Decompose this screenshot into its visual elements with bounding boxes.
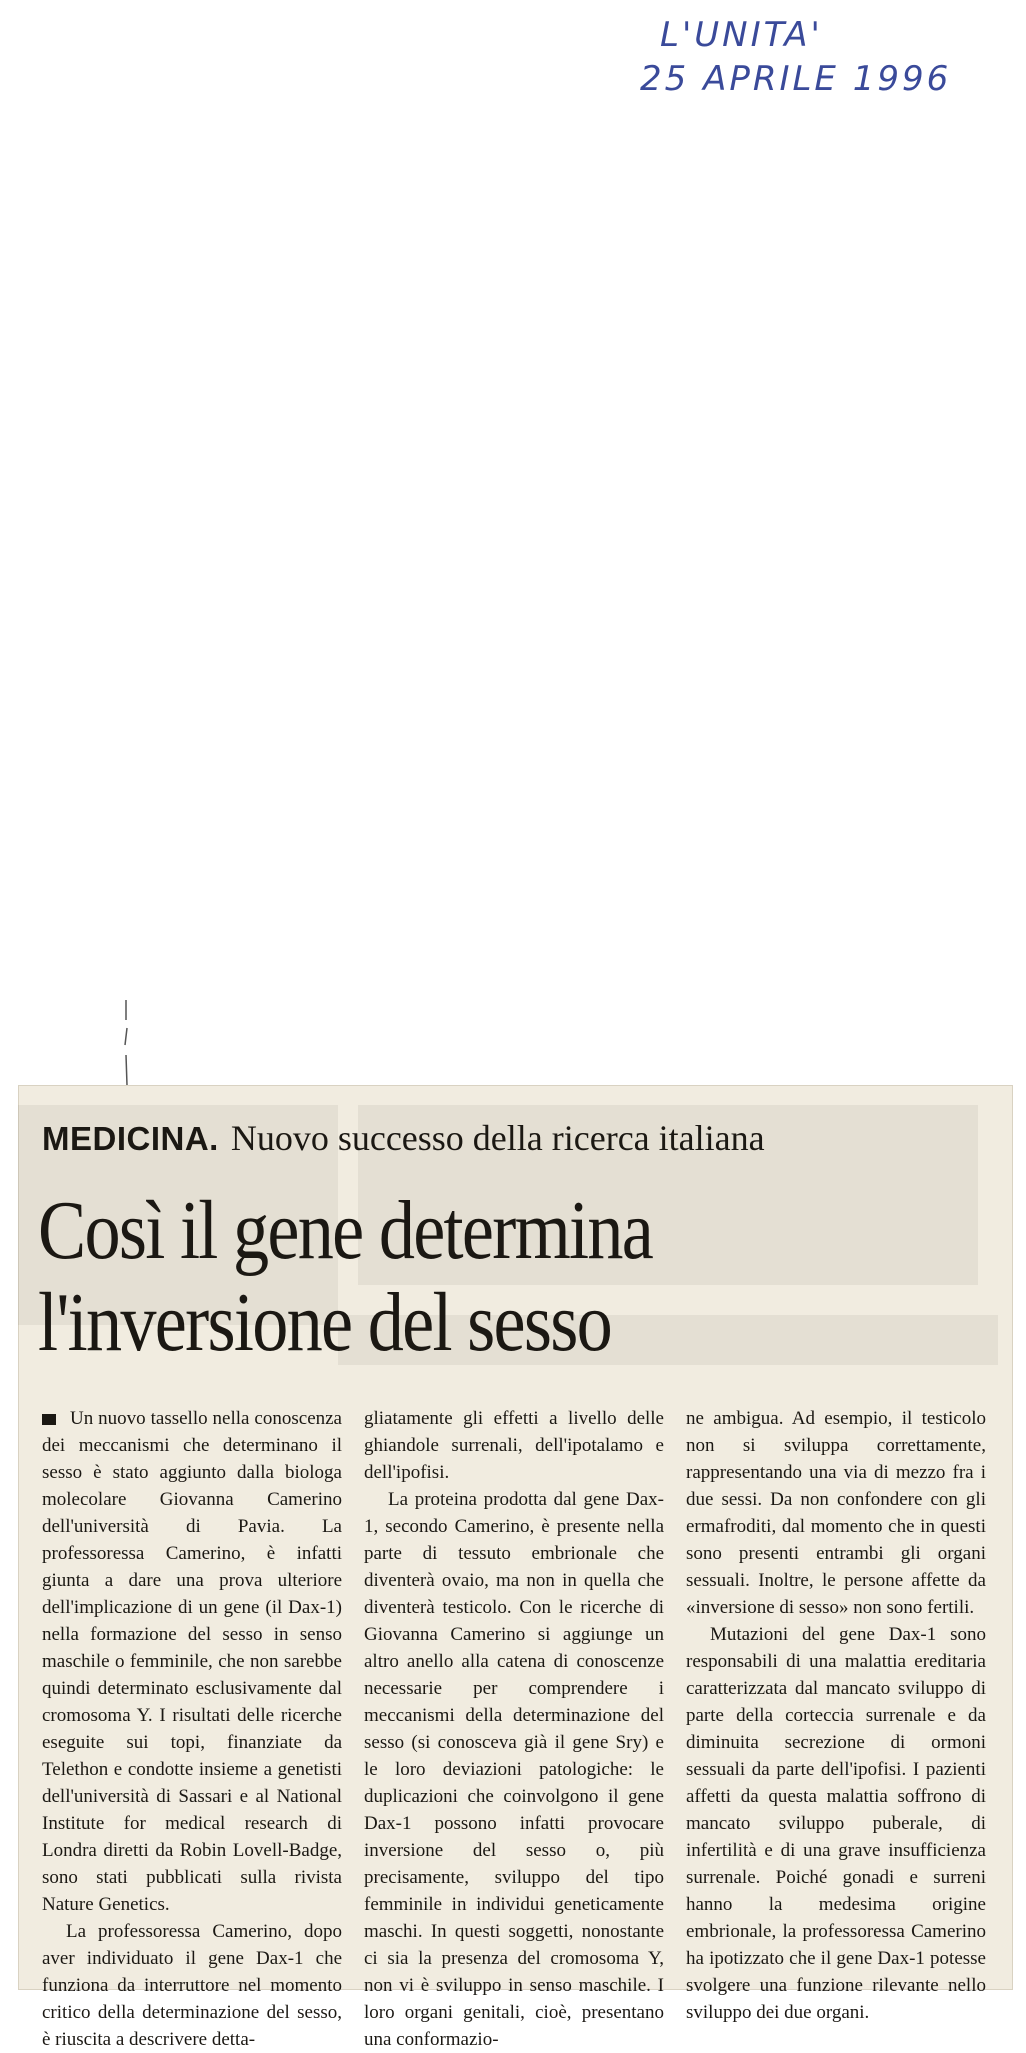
- article-kicker: [42, 1117, 765, 1159]
- column-1: [42, 1405, 342, 2053]
- bullet-square-icon: [42, 1414, 56, 1425]
- section-label: MEDICINA.: [42, 1120, 219, 1157]
- article-subtitle: Nuovo successo della ricerca italiana: [230, 1118, 765, 1158]
- handwritten-newspaper-name: L'UNITA': [660, 15, 823, 55]
- scan-mark: [120, 1000, 132, 1085]
- article-headline: [38, 1185, 938, 1369]
- paragraph: La professoressa Camerino, dopo aver individuato il gene Dax-1 che funziona da interruttore nel momento critico della determinazione del sesso, è riuscita a descrivere detta-: [42, 1921, 342, 2050]
- paragraph: La proteina prodotta dal gene Dax-1, secondo Camerino, è presente nella parte di tessuto embrionale che diventerà ovaio, ma non in quella che diventerà testicolo. Con le ricerche di Giovanna Camerino si aggiunge un altro anello alla catena di conoscenze necessarie per comprendere i meccanismi della determinazione del sesso (si conosceva già il gene Sry) e le loro deviazioni patologiche: le duplicazioni che coinvolgono il gene Dax-1 possono infatti provocare inversione del sesso o, più precisamente, sviluppo del tipo femminile in individui geneticamente maschi. In questi soggetti, nonostante ci sia la presenza del cromosoma Y, non vi è sviluppo in senso maschile. I loro organi genitali, cioè, presentano una conformazio-: [364, 1489, 664, 2050]
- handwritten-annotation: [640, 10, 970, 100]
- headline-line-2: l'inversione del sesso: [38, 1276, 612, 1369]
- headline-line-1: Così il gene determina: [38, 1184, 653, 1277]
- paragraph: ne ambigua. Ad esempio, il testicolo non si sviluppa correttamente, rappresentando una via di mezzo fra i due sessi. Da non confondere con gli ermafroditi, dal momento che in questi sono presenti entrambi gli organi sessuali. Inoltre, le persone affette da «inversione di sesso» non sono fertili.: [686, 1408, 986, 1618]
- newspaper-clipping: [18, 1085, 1013, 2050]
- column-2: [364, 1405, 664, 2053]
- paragraph: Mutazioni del gene Dax-1 sono responsabili di una malattia ereditaria caratterizzata dal mancato sviluppo di parte della corteccia surrenale e da diminuita secrezione di ormoni sessuali da parte dell'ipofisi. I pazienti affetti da questa malattia soffrono di mancato sviluppo puberale, di infertilità e di una grave insufficienza surrenale. Poiché gonadi e surreni hanno la medesima origine embrionale, la professoressa Camerino ha ipotizzato che il gene Dax-1 potesse svolgere una funzione rilevante nello sviluppo dei due organi.: [686, 1624, 986, 2023]
- paragraph-text: Un nuovo tassello nella conoscenza dei meccanismi che determinano il sesso è stato aggiunto dalla biologa molecolare Giovanna Camerino dell'università di Pavia. La professoressa Camerino, è infatti giunta a dare una prova ulteriore dell'implicazione di un gene (il Dax-1) nella formazione del sesso in senso maschile o femminile, che non sarebbe quindi determinato esclusivamente dal cromosoma Y. I risultati delle ricerche eseguite sui topi, finanziate da Telethon e condotte insieme a genetisti dell'università di Sassari e al National Institute for medical research di Londra diretti da Robin Lovell-Badge, sono stati pubblicati sulla rivista Nature Genetics.: [42, 1408, 342, 1915]
- paragraph: gliatamente gli effetti a livello delle ghiandole surrenali, dell'ipotalamo e dell'ipofisi.: [364, 1408, 664, 1483]
- handwritten-date: 25 APRILE 1996: [640, 59, 952, 99]
- column-3: [686, 1405, 986, 2026]
- paragraph: [42, 1405, 342, 1918]
